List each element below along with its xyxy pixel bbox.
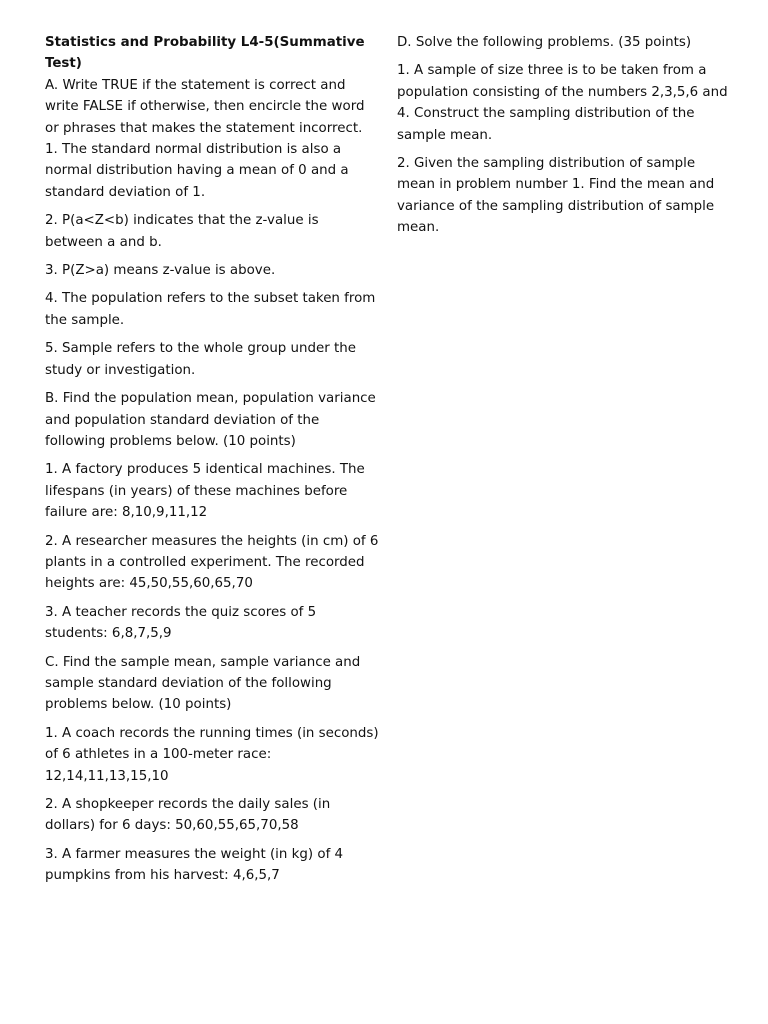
section-a-heading: A. Write TRUE if the statement is correct and write FALSE if otherwise, then encircle the word or phrases that makes the statement incorrect. [45, 77, 365, 136]
section-c-item-3: 3. A farmer measures the weight (in kg) of 4 pumpkins from his harvest: 4,6,5,7 [45, 846, 344, 884]
section-d-item-2: 2. Given the sampling distribution of sample mean in problem number 1. Find the mean and variance of the sampling distribution of sample mean. [397, 156, 715, 236]
section-c-item-2: 2. A shopkeeper records the daily sales (in dollars) for 6 days: 50,60,55,65,70,58 [45, 797, 331, 834]
section-a-item-4: 4. The population refers to the subset taken from the sample. [45, 291, 376, 328]
section-a-item-5: 5. Sample refers to the whole group under the study or investigation. [45, 341, 357, 378]
section-d-item-1: 1. A sample of size three is to be taken from a population consisting of the numbers 2,3,5,6 and 4. Construct the sampling distribution of the sample mean. [397, 63, 728, 143]
section-d-heading: D. Solve the following problems. (35 points) [397, 35, 692, 50]
section-a-item-1: 1. The standard normal distribution is also a normal distribution having a mean of 0 and a standard deviation of 1. [45, 142, 349, 200]
section-b-item-3: 3. A teacher records the quiz scores of 5 students: 6,8,7,5,9 [45, 604, 317, 642]
left-column [45, 32, 380, 894]
section-a-item-3: 3. P(Z>a) means z-value is above. [45, 263, 276, 279]
document-title: Statistics and Probability L4-5(Summative Test) [45, 35, 365, 72]
right-column [397, 32, 732, 246]
section-b-item-1: 1. A factory produces 5 identical machines. The lifespans (in years) of these machines before failure are: 8,10,9,11,12 [45, 462, 365, 521]
section-c-heading: C. Find the sample mean, sample variance and sample standard deviation of the following problems below. (10 points) [45, 654, 361, 713]
section-c-item-1: 1. A coach records the running times (in seconds) of 6 athletes in a 100-meter race: 12,14,11,13,15,10 [45, 725, 379, 784]
section-a-item-2: 2. P(a<Z<b) indicates that the z-value is between a and b. [45, 213, 319, 250]
section-b-heading: B. Find the population mean, population variance and population standard deviation of the following problems below. (10 points) [45, 391, 376, 449]
section-b-item-2: 2. A researcher measures the heights (in cm) of 6 plants in a controlled experiment. The recorded heights are: 45,50,55,60,65,70 [45, 533, 379, 592]
